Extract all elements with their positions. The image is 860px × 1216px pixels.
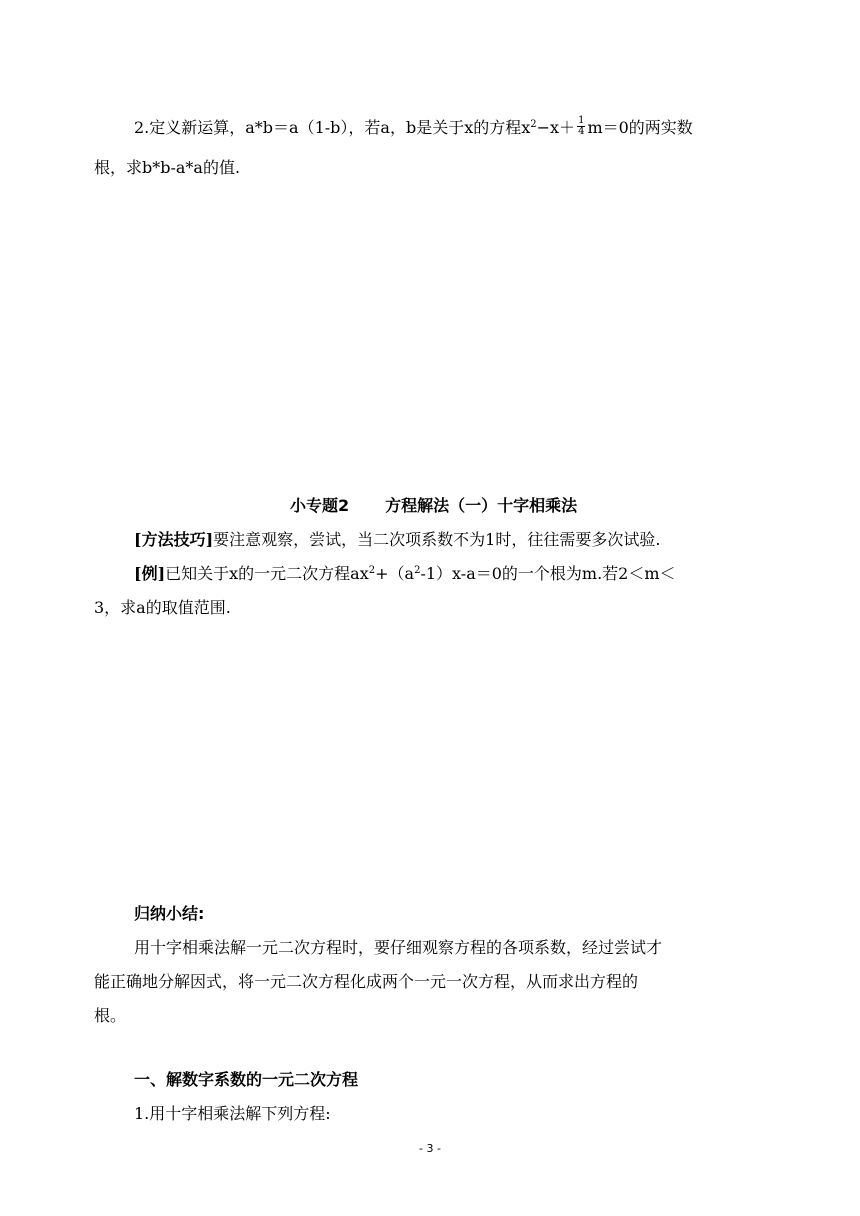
summary-heading: 归纳小结: bbox=[134, 904, 205, 923]
summary-line-1: 用十字相乘法解一元二次方程时，要仔细观察方程的各项系数，经过尝试才 bbox=[134, 938, 663, 957]
example-line-2: 3，求a的取值范围. bbox=[94, 598, 231, 617]
exponent: 2 bbox=[414, 565, 421, 576]
summary-line-2: 能正确地分解因式，将一元二次方程化成两个一元一次方程，从而求出方程的 bbox=[94, 972, 639, 991]
problem-2-text-c: m＝0的两实数 bbox=[587, 118, 693, 137]
method-tip-text: 要注意观察，尝试，当二次项系数不为1时，往往需要多次试验. bbox=[213, 530, 661, 549]
example-text-b: +（a bbox=[375, 564, 415, 583]
part-1-heading: 一、解数字系数的一元二次方程 bbox=[134, 1070, 359, 1089]
example-line-1 bbox=[134, 564, 676, 584]
example-text-a: 已知关于x的一元二次方程ax bbox=[165, 564, 369, 583]
section-title-topic: 方程解法（一）十字相乘法 bbox=[385, 496, 578, 515]
problem-2-line-1 bbox=[134, 115, 693, 139]
problem-2-line-2: 根，求b*b-a*a的值. bbox=[94, 158, 241, 177]
example-tag: [例] bbox=[134, 564, 166, 583]
exponent: 2 bbox=[530, 119, 537, 130]
fraction-one-quarter bbox=[577, 116, 585, 137]
section-title bbox=[290, 496, 577, 516]
summary-line-3: 根。 bbox=[94, 1006, 127, 1025]
problem-2-text-b: −x＋ bbox=[536, 118, 576, 137]
section-title-number: 小专题2 bbox=[290, 496, 350, 515]
method-tip bbox=[134, 530, 660, 550]
example-text-c: -1）x-a＝0的一个根为m.若2＜m＜ bbox=[420, 564, 676, 583]
exponent: 2 bbox=[368, 565, 376, 576]
part-1-question-1: 1.用十字相乘法解下列方程: bbox=[134, 1104, 331, 1123]
page-number: - 3 - bbox=[419, 1142, 441, 1155]
problem-2-text-a: 2.定义新运算，a*b＝a（1-b），若a，b是关于x的方程x bbox=[134, 118, 531, 137]
fraction-numerator: 1 bbox=[578, 115, 585, 126]
fraction-denominator: 4 bbox=[578, 126, 585, 137]
method-tip-tag: [方法技巧] bbox=[134, 530, 214, 549]
